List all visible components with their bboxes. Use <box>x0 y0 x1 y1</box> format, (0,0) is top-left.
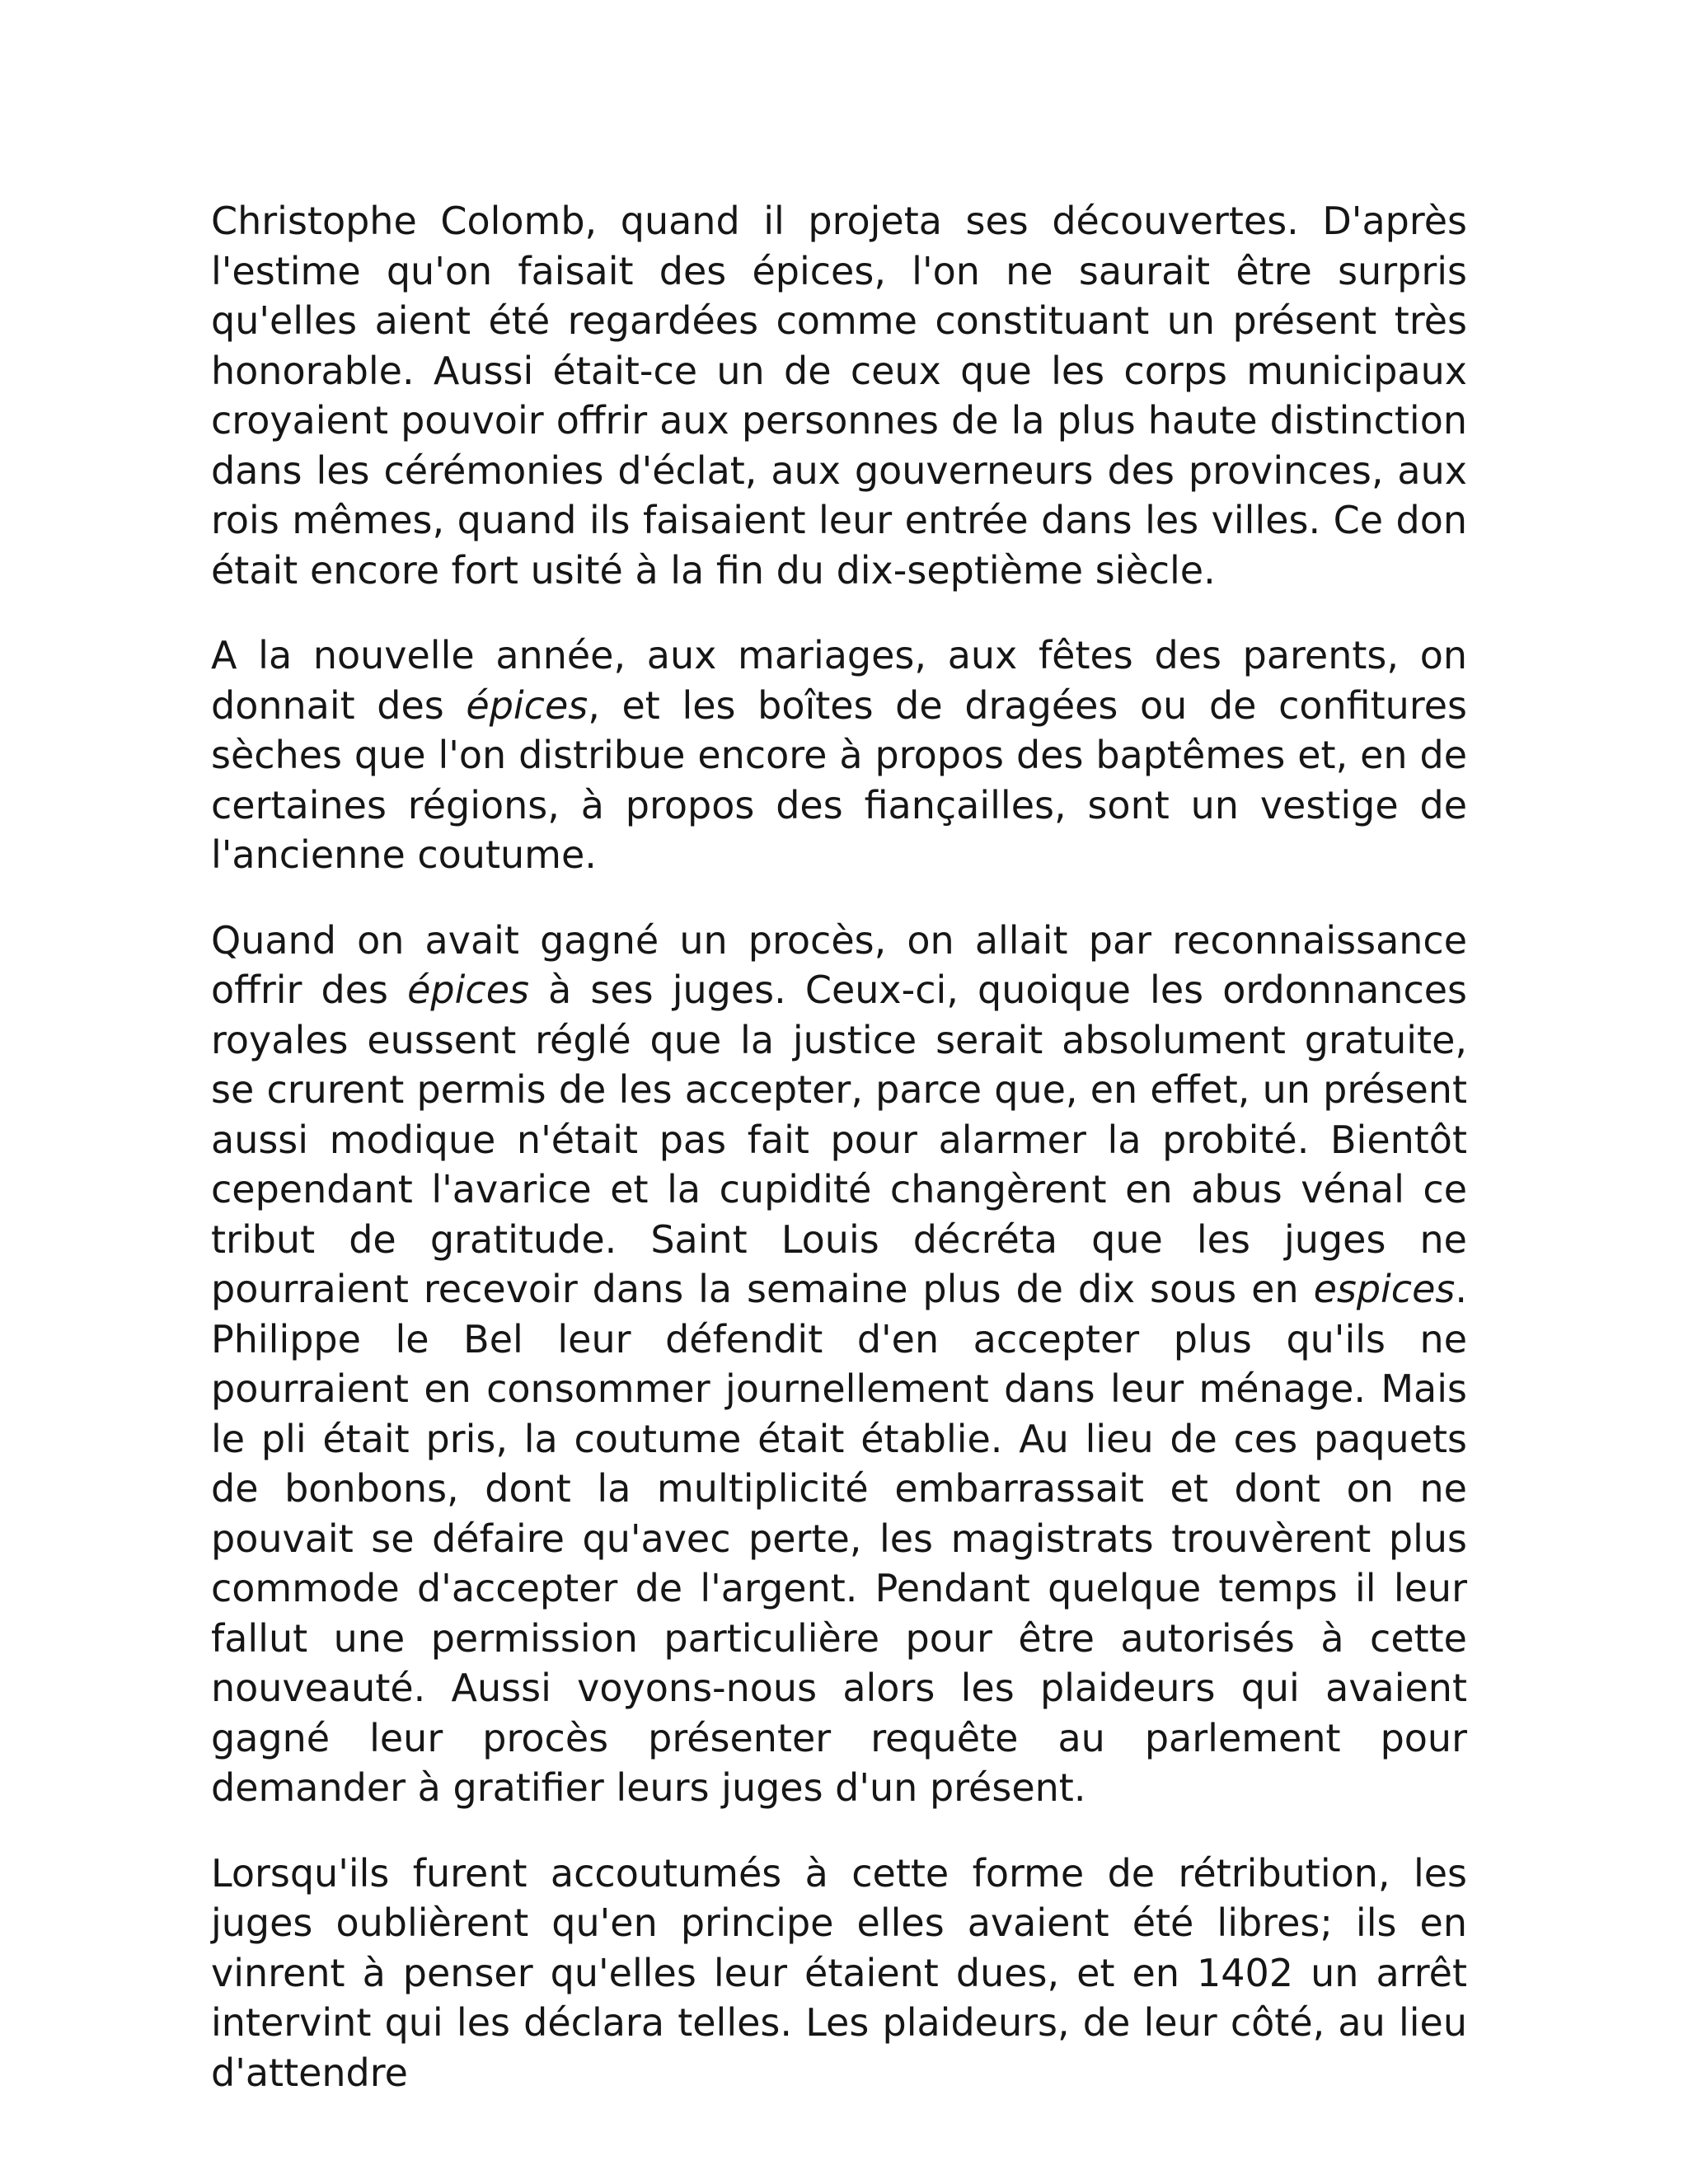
paragraph-text: Christophe Colomb, quand il projeta ses découvertes. D'après l'estime qu'on faisait des épices, l'on ne saurait être surpris qu'elles aient été regardées comme constituant un présent très honorable. Aussi était-ce un de ceux que les corps municipaux croyaient pouvoir offrir aux personnes de la plus haute distinction dans les cérémonies d'éclat, aux gouverneurs des provinces, aux rois mêmes, quand ils faisaient leur entrée dans les villes. Ce don était encore fort usité à la fin du dix-septième siècle. <box>211 199 1467 593</box>
document-page <box>211 196 1467 2097</box>
italic-term: épices <box>407 968 529 1012</box>
italic-term: épices <box>466 682 588 728</box>
paragraph-3 <box>211 916 1467 1813</box>
paragraph-text: A la nouvelle année, aux mariages, aux fêtes des parents, on donnait des <box>211 633 1467 728</box>
paragraph-text: , et les boîtes de dragées ou de confitures sèches que l'on distribue encore à propos des baptêmes et, en de certaines régions, à propos des fiançailles, sont un vestige de l'ancienne coutume. <box>211 682 1467 877</box>
paragraph-text: à ses juges. Ceux-ci, quoique les ordonnances royales eussent réglé que la justice serait absolument gratuite, se crurent permis de les accepter, parce que, en effet, un présent aussi modique n'était pas fait pour alarmer la probité. Bientôt cependant l'avarice et la cupidité changèrent en abus vénal ce tribut de gratitude. Saint Louis décréta que les juges ne pourraient recevoir dans la semaine plus de dix sous en <box>211 968 1467 1311</box>
paragraph-text: Lorsqu'ils furent accoutumés à cette forme de rétribution, les juges oublièrent qu'en principe elles avaient été libres; ils en vinrent à penser qu'elles leur étaient dues, et en 1402 un arrêt intervint qui les déclara telles. Les plaideurs, de leur côté, au lieu d'attendre <box>211 1850 1467 2095</box>
paragraph-text: . Philippe le Bel leur défendit d'en accepter plus qu'ils ne pourraient en consommer journellement dans leur ménage. Mais le pli était pris, la coutume était établie. Au lieu de ces paquets de bonbons, dont la multiplicité embarrassait et dont on ne pouvait se défaire qu'avec perte, les magistrats trouvèrent plus commode d'accepter de l'argent. Pendant quelque temps il leur fallut une permission particulière pour être autorisés à cette nouveauté. Aussi voyons-nous alors les plaideurs qui avaient gagné leur procès présenter requête au parlement pour demander à gratifier leurs juges d'un présent. <box>211 1267 1467 1810</box>
paragraph-text: Quand on avait gagné un procès, on allait par reconnaissance offrir des <box>211 917 1467 1012</box>
italic-term: espices <box>1313 1267 1456 1311</box>
paragraph-2 <box>211 630 1467 880</box>
paragraph-4 <box>211 1849 1467 2098</box>
paragraph-1 <box>211 196 1467 595</box>
